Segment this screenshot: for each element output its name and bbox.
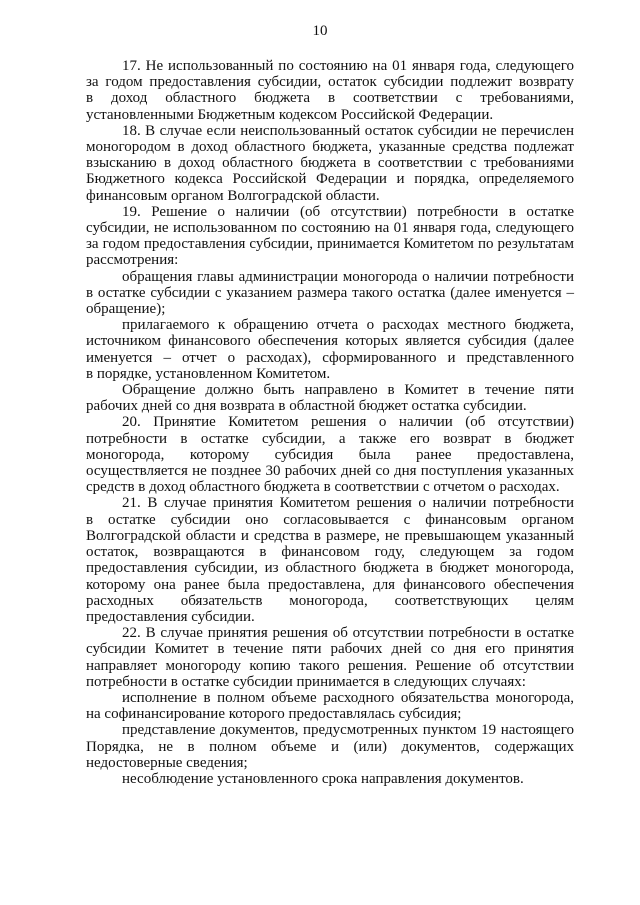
page-number: 10 <box>312 23 328 39</box>
paragraph-line: Волгоградской области и средства в размере, не превышающем указанный <box>86 527 574 544</box>
paragraph <box>86 382 574 414</box>
paragraph-line: несоблюдение установленного срока направления документов. <box>122 770 524 787</box>
paragraph <box>86 625 574 690</box>
paragraph-line: осуществляется не позднее 30 рабочих дней со дня поступления указанных <box>86 463 574 480</box>
paragraph-line: в остатке субсидии с указанием размера такого остатка (далее именуется – <box>86 284 574 301</box>
paragraph-line: обращение); <box>86 301 166 318</box>
paragraph-line: моногородом в доход областного бюджета, указанные средства подлежат <box>86 139 574 156</box>
document-body <box>86 58 574 787</box>
paragraph-line: в доход областного бюджета в соответствии с требованиями, <box>86 90 574 107</box>
paragraph <box>86 269 574 318</box>
paragraph-line: обращения главы администрации моногорода о наличии потребности <box>122 268 574 285</box>
paragraph <box>86 495 574 625</box>
paragraph-line: в порядке, установленном Комитетом. <box>86 365 331 382</box>
paragraph-line: именуется – отчет о расходах), сформированного и представленного <box>86 349 574 366</box>
paragraph <box>86 414 574 495</box>
paragraph-line: установленными Бюджетным кодексом Российской Федерации. <box>86 106 494 123</box>
paragraph-line: источником финансового обеспечения которых является субсидия (далее <box>86 333 574 350</box>
paragraph-line: 17. Не использованный по состоянию на 01 января года, следующего <box>122 58 574 74</box>
paragraph <box>86 722 574 771</box>
paragraph-line: 20. Принятие Комитетом решения о наличии (об отсутствии) <box>122 414 574 431</box>
paragraph <box>86 204 574 269</box>
paragraph-line: предоставления субсидии, из областного бюджета в бюджет моногорода, <box>86 560 574 577</box>
paragraph-line: моногорода, которому субсидия была ранее предоставлена, <box>86 446 574 463</box>
paragraph <box>86 58 574 123</box>
paragraph-line: средств в доход областного бюджета в соответствии с отчетом о расходах. <box>86 479 560 496</box>
paragraph <box>86 771 574 787</box>
paragraph-line: предоставления субсидии. <box>86 608 255 625</box>
paragraph-line: рассмотрения: <box>86 252 179 269</box>
paragraph <box>86 690 574 722</box>
paragraph-line: расходных обязательств моногорода, соответствующих целям <box>86 592 574 609</box>
paragraph-line: Бюджетного кодекса Российской Федерации и порядка, определяемого <box>86 171 574 188</box>
paragraph-line: прилагаемого к обращению отчета о расходах местного бюджета, <box>122 317 574 334</box>
paragraph-line: Порядка, не в полном объеме и (или) документов, содержащих <box>86 738 574 755</box>
paragraph-line: за годом предоставления субсидии, остаток субсидии подлежит возврату <box>86 74 574 91</box>
paragraph-line: недостоверные сведения; <box>86 754 248 771</box>
paragraph-line: исполнение в полном объеме расходного обязательства моногорода, <box>122 689 574 706</box>
paragraph-line: представление документов, предусмотренных пунктом 19 настоящего <box>122 722 574 739</box>
paragraph-line: направляет моногороду копию такого решения. Решение об отсутствии <box>86 657 574 674</box>
paragraph-line: финансовым органом Волгоградской области. <box>86 187 380 204</box>
paragraph-line: которому она ранее была предоставлена, для финансового обеспечения <box>86 576 574 593</box>
paragraph-line: Обращение должно быть направлено в Комитет в течение пяти <box>122 382 574 399</box>
paragraph-line: субсидии, не использованном по состоянию на 01 января года, следующего <box>86 220 574 237</box>
paragraph-line: рабочих дней со дня возврата в областной бюджет остатка субсидии. <box>86 398 527 415</box>
paragraph-line: за годом предоставления субсидии, принимается Комитетом по результатам <box>86 236 574 253</box>
paragraph-line: 22. В случае принятия решения об отсутствии потребности в остатке <box>122 625 574 642</box>
paragraph-line: потребности в остатке субсидии принимается в следующих случаях: <box>86 673 526 690</box>
paragraph <box>86 317 574 382</box>
paragraph-line: на софинансирование которого предоставлялась субсидия; <box>86 706 462 723</box>
paragraph-line: потребности в остатке субсидии, а также его возврат в бюджет <box>86 430 574 447</box>
paragraph-line: 21. В случае принятия Комитетом решения о наличии потребности <box>122 495 574 512</box>
paragraph-line: остаток, возвращаются в финансовом году, следующем за годом <box>86 544 574 561</box>
paragraph-line: 19. Решение о наличии (об отсутствии) потребности в остатке <box>122 203 574 220</box>
paragraph-line: взысканию в доход областного бюджета в соответствии с требованиями <box>86 155 574 172</box>
paragraph <box>86 123 574 204</box>
paragraph-line: в остатке субсидии оно согласовывается с финансовым органом <box>86 511 574 528</box>
paragraph-line: 18. В случае если неиспользованный остаток субсидии не перечислен <box>122 122 574 139</box>
paragraph-line: субсидии Комитет в течение пяти рабочих дней со дня его принятия <box>86 641 574 658</box>
